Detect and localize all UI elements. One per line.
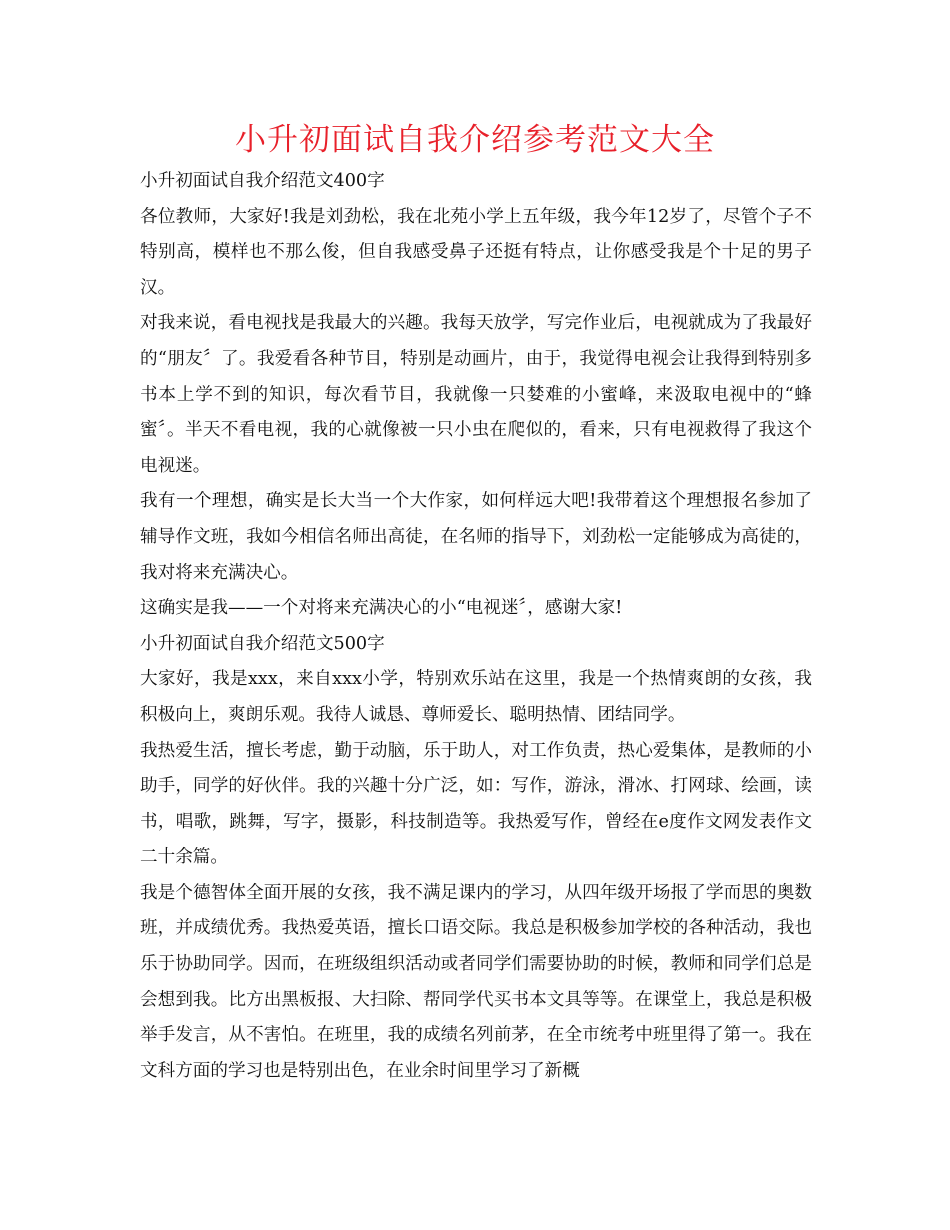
paragraph: 对我来说，看电视找是我最大的兴趣。我每天放学，写完作业后，电视就成为了我最好的“朋友〞了。我爱看各种节目，特别是动画片，由于，我觉得电视会让我得到特别多书本上学不到的知识，每次看节目，我就像一只婪难的小蜜峰，来汲取电视中的“蜂蜜〞。半天不看电视，我的心就像被一只小虫在爬似的，看来，只有电视救得了我这个电视迷。 (140, 313, 812, 476)
paragraph: 各位教师，大家好!我是刘劲松，我在北苑小学上五年级，我今年12岁了，尽管个子不特别高，模样也不那么俊，但自我感受鼻子还挺有特点，让你感受我是个十足的男子汉。 (140, 206, 812, 298)
paragraph: 我热爱生活，擅长考虑，勤于动脑，乐于助人，对工作负责，热心爱集体，是教师的小助手，同学的好伙伴。我的兴趣十分广泛，如：写作，游泳，滑冰、打网球、绘画，读书，唱歌，跳舞，写字，摄影，科技制造等。我热爱写作，曾经在e度作文网发表作文二十余篇。 (140, 740, 812, 868)
paragraph: 这确实是我——一个对将来充满决心的小“电视迷〞，感谢大家! (140, 598, 623, 619)
document-body (140, 164, 812, 1089)
document-title: 小升初面试自我介绍参考范文大全 (235, 122, 715, 158)
paragraph: 大家好，我是xxx，来自xxx小学，特别欢乐站在这里，我是一个热情爽朗的女孩，我积极向上，爽朗乐观。我待人诚恳、尊师爱长、聪明热情、团结同学。 (140, 669, 812, 725)
section-heading-400: 小升初面试自我介绍范文400字 (140, 171, 385, 191)
paragraph: 我有一个理想，确实是长大当一个大作家，如何样远大吧!我带着这个理想报名参加了辅导作文班，我如今相信名师出高徒，在名师的指导下，刘劲松一定能够成为高徒的，我对将来充满决心。 (140, 491, 812, 583)
paragraph: 我是个德智体全面开展的女孩，我不满足课内的学习，从四年级开场报了学而思的奥数班，并成绩优秀。我热爱英语，擅长口语交际。我总是积极参加学校的各种活动，我也乐于协助同学。因而，在班级组织活动或者同学们需要协助的时候，教师和同学们总是会想到我。比方出黑板报、大扫除、帮同学代买书本文具等等。在课堂上，我总是积极举手发言，从不害怕。在班里，我的成绩名列前茅，在全市统考中班里得了第一。我在文科方面的学习也是特别出色，在业余时间里学习了新概 (140, 882, 812, 1081)
section-heading-500: 小升初面试自我介绍范文500字 (140, 633, 385, 654)
